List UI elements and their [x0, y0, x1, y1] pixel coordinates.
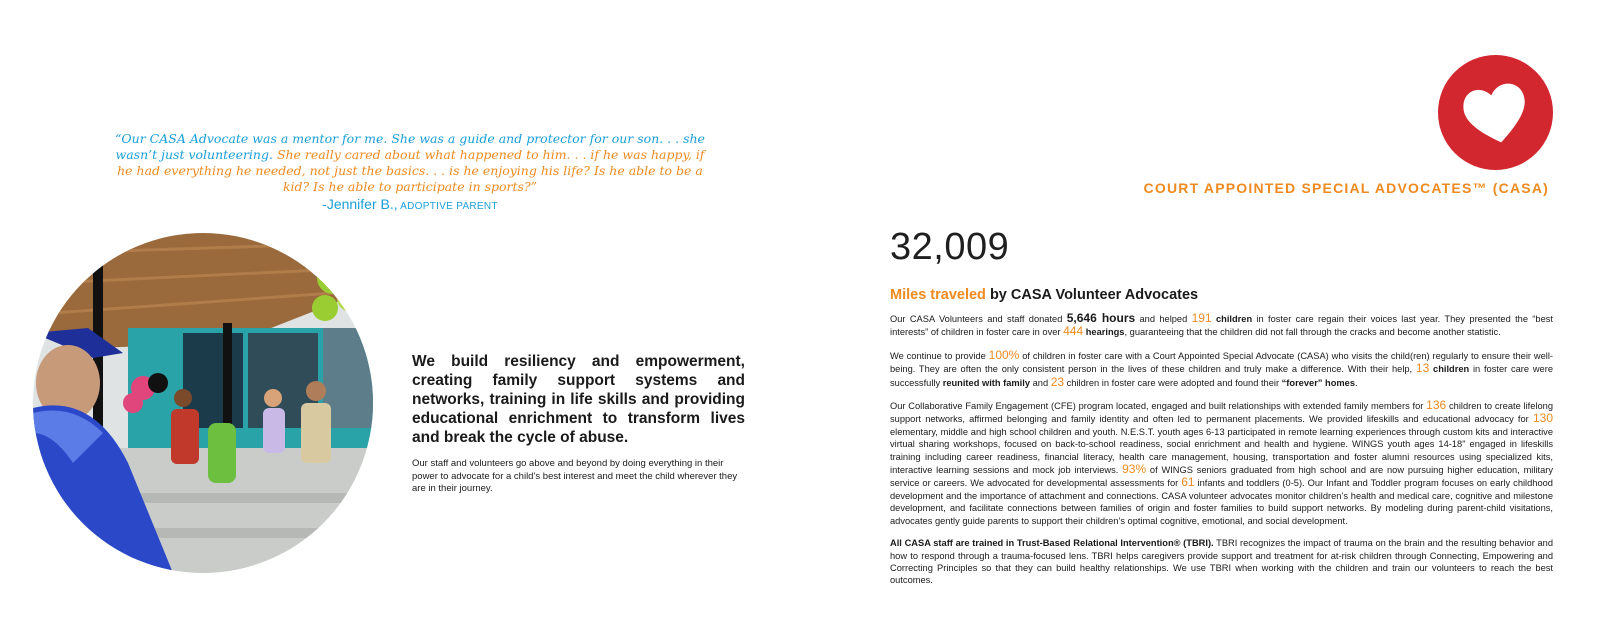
miles-label-rest: by CASA Volunteer Advocates	[985, 287, 1199, 303]
text-run: elementary, middle and high school children and youth. N.E.S.T. youth ages 6-13 participated in remote learning experiences through custom kits and interactive virtual sharing workshops, focused on back-to-school readiness, social enrichment and health and hygiene. WINGS youth ages 14-18" engaged in lifeskills training including career readiness, financial literacy, health care management, housing, transportation and foster alumni resources using specialized kits, interactive learning sessions and mock job interviews.	[890, 426, 1553, 476]
text-bold: All CASA staff are trained in Trust-Based Relational Intervention® (TBRI).	[890, 538, 1214, 549]
miles-stat-label	[890, 287, 1198, 303]
text-run: and	[1030, 377, 1051, 388]
text-run: TBRI recognizes the impact of trauma on the brain and the resulting behavior and how to respond through a trauma-focused lens. TBRI helps caregivers provide support and treatment for at-risk children through Connecting, Empowering and Correcting Principles so that they can build healthy relationships. We use TBRI when working with the children and train our volunteers to reach the best outcomes.	[890, 538, 1553, 586]
mission-headline: We build resiliency and empowerment, creating family support systems and networks, training in life skills and providing educational enrichment to transform lives and break the cycle of abuse.	[412, 353, 745, 446]
text-run: , guaranteeing that the children did not fall through the cracks and become another statistic.	[1124, 327, 1501, 338]
stat-graduated: 93%	[1122, 462, 1147, 477]
text-bold: hearings	[1083, 327, 1125, 338]
casa-logo	[1438, 55, 1553, 170]
text-run: in foster care were successfully	[890, 364, 1553, 388]
stat-reunited: 13	[1415, 361, 1430, 376]
stat-students: 130	[1532, 411, 1553, 426]
program-title: COURT APPOINTED SPECIAL ADVOCATES™ (CASA)	[1143, 180, 1549, 196]
text-run: Our Collaborative Family Engagement (CFE) program located, engaged and built relationships with extended family members for	[890, 401, 1427, 412]
miles-stat-number: 32,009	[890, 226, 1010, 268]
quote-attribution	[300, 196, 520, 212]
stat-adopted: 23	[1050, 374, 1065, 389]
stat-children-helped: 191	[1191, 311, 1212, 325]
program-description	[890, 312, 1553, 597]
text-bold: “forever” homes	[1281, 377, 1356, 388]
stat-percent-children: 100%	[988, 347, 1020, 362]
text-bold: children	[1429, 364, 1470, 375]
text-bold: reunited with family	[942, 377, 1031, 388]
text-run: children to create lifelong support networks, affirmed belonging and family identity and often led to permanent placements. We provided lifeskills and educational advocacy for	[890, 401, 1553, 425]
text-run: of children in foster care with a Court Appointed Special Advocate (CASA) who visits the child(ren) regularly to ensure their well-being. They are often the only consistent person in the lives of these children and truly make a difference. With their help,	[890, 350, 1553, 375]
quote-author-role: ADOPTIVE PARENT	[397, 201, 498, 212]
mission-subtext: Our staff and volunteers go above and beyond by doing everything in their power to advocate for a child’s best interest and meet the child wherever they are in their journey.	[412, 458, 738, 494]
quote-part-blue: “Our CASA Advocate was a mentor for me. She was a guide and protector for our son. . . she wasn’t just volunteering.	[115, 131, 705, 162]
paragraph-tbri	[890, 537, 1553, 587]
text-run: We continue to provide	[890, 350, 989, 361]
paragraph-volunteers	[890, 312, 1553, 339]
text-run: children in foster care were adopted and found their	[1064, 377, 1282, 388]
stat-cfe-children: 136	[1426, 398, 1447, 413]
graduation-celebration-photo-icon	[33, 233, 373, 573]
heart-icon	[1438, 55, 1553, 170]
text-run: .	[1355, 377, 1358, 388]
paragraph-cfe	[890, 399, 1553, 527]
stat-infants: 61	[1181, 475, 1195, 490]
text-run: in foster care regain their voices last year. They presented the “best interests” of children in foster care in over	[890, 314, 1554, 338]
text-run: and helped	[1135, 314, 1192, 324]
quote-author: -Jennifer B.,	[322, 196, 398, 212]
graduation-photo	[33, 233, 373, 573]
text-run: of WINGS seniors graduated from high school and are now pursuing higher education, military service or careers. We advocated for developmental assessments for	[890, 465, 1554, 489]
testimonial-quote	[110, 131, 710, 195]
paragraph-advocates	[890, 349, 1553, 389]
text-run: Our CASA Volunteers and staff donated	[890, 314, 1067, 324]
text-run: infants and toddlers (0-5). Our Infant and Toddler program focuses on early childhood development and the importance of attachment and connections. CASA volunteer advocates monitor children’s health and medical care, cognitive and milestone development, and facilitate connections between families of origin and foster families to build support networks. By modeling during parent-child visitations, advocates gently guide parents to support their children’s optimal cognitive, emotional, and social development.	[890, 478, 1553, 526]
stat-hours: 5,646 hours	[1066, 311, 1136, 325]
text-bold: children	[1211, 314, 1253, 324]
quote-part-orange: She really cared about what happened to him. . . if he was happy, if he had everything he needed, not just the basics. . . is he enjoying his life? Is he able to be a kid? Is he able to participate in sports?”	[117, 147, 705, 194]
miles-label-highlight: Miles traveled	[890, 287, 986, 303]
stat-hearings: 444	[1063, 324, 1084, 339]
